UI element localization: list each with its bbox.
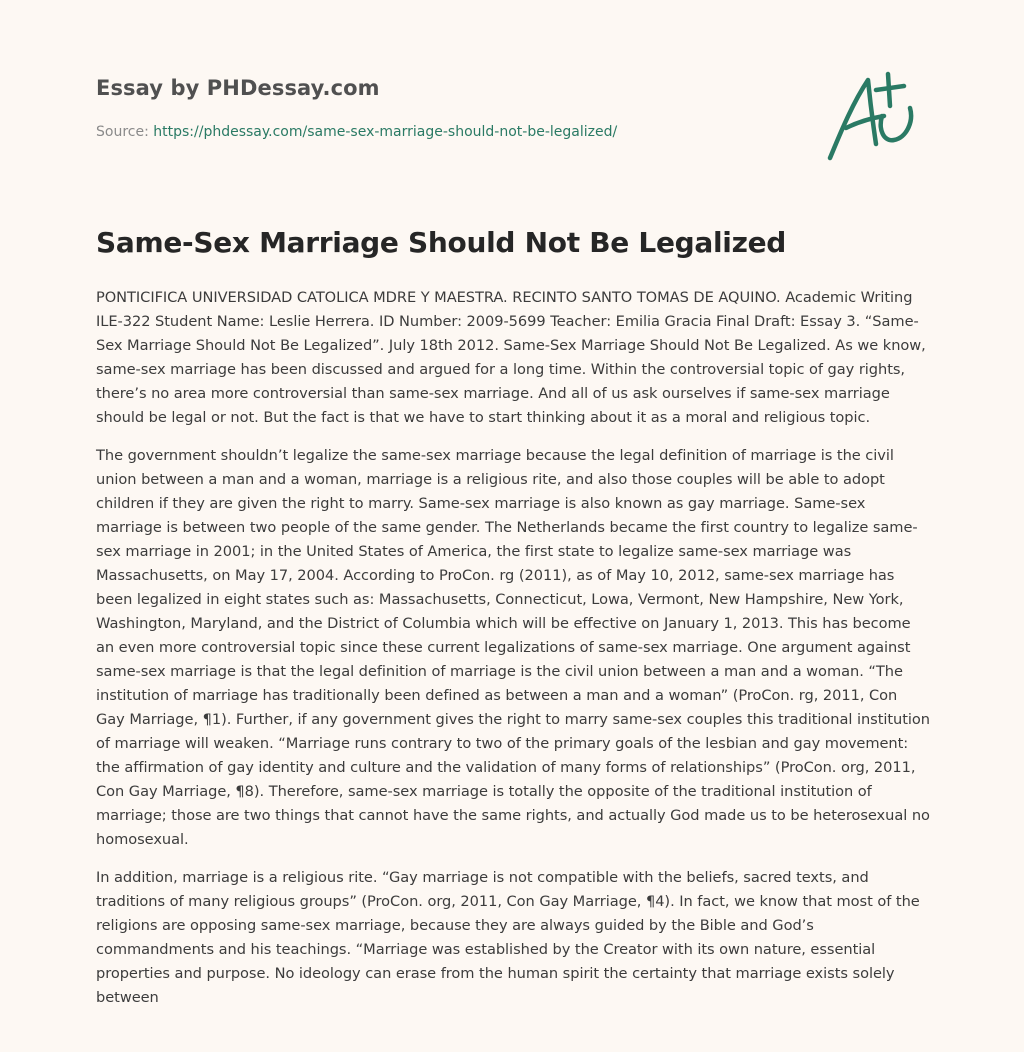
essay-paragraph: PONTICIFICA UNIVERSIDAD CATOLICA MDRE Y MAESTRA. RECINTO SANTO TOMAS DE AQUINO. Academic Writing ILE-322 Student Name: Leslie Herrera. ID Number: 2009-5699 Teacher: Emilia Gracia Final Draft: Essay 3. “Same-Sex Marriage Should Not Be Legalized”. July 18th 2012. Same-Sex Marriage Should Not Be Legalized. As we know, same-sex marriage has been discussed and argued for a long time. Within the controversial topic of gay rights, there’s no area more controversial than same-sex marriage. And all of us ask ourselves if same-sex marriage should be legal or not. But the fact is that we have to start thinking about it as a moral and religious topic. <box>96 289 926 426</box>
source-link[interactable]: https://phdessay.com/same-sex-marriage-should-not-be-legalized/ <box>153 124 618 140</box>
essay-title: Same-Sex Marriage Should Not Be Legalized <box>96 226 786 259</box>
essay-paragraph: In addition, marriage is a religious rite. “Gay marriage is not compatible with the beliefs, sacred texts, and traditions of many religious groups” (ProCon. org, 2011, Con Gay Marriage, ¶4). In fact, we know that most of the religions are opposing same-sex marriage, because they are always guided by the Bible and God’s commandments and his teachings. “Marriage was established by the Creator with its own nature, essential properties and purpose. No ideology can erase from the human spirit the certainty that marriage exists solely between <box>96 869 920 1006</box>
source-line <box>96 124 617 140</box>
brand-title: Essay by PHDessay.com <box>96 76 380 100</box>
a-plus-logo-icon <box>818 66 928 166</box>
source-label: Source: <box>96 124 149 140</box>
essay-paragraph: The government shouldn’t legalize the same-sex marriage because the legal definition of marriage is the civil union between a man and a woman, marriage is a religious rite, and also those couples will be able to adopt children if they are given the right to marry. Same-sex marriage is also known as gay marriage. Same-sex marriage is between two people of the same gender. The Netherlands became the first country to legalize same-sex marriage in 2001; in the United States of America, the first state to legalize same-sex marriage was Massachusetts, on May 17, 2004. According to ProCon. rg (2011), as of May 10, 2012, same-sex marriage has been legalized in eight states such as: Massachusetts, Connecticut, Lowa, Vermont, New Hampshire, New York, Washington, Maryland, and the District of Columbia which will be effective on January 1, 2013. This has become an even more controversial topic since these current legalizations of same-sex marriage. One argument against same-sex marriage is that the legal definition of marriage is the civil union between a man and a woman. “The institution of marriage has traditionally been defined as between a man and a woman” (ProCon. rg, 2011, Con Gay Marriage, ¶1). Further, if any government gives the right to marry same-sex couples this traditional institution of marriage will weaken. “Marriage runs contrary to two of the primary goals of the lesbian and gay movement: the affirmation of gay identity and culture and the validation of many forms of relationships” (ProCon. org, 2011, Con Gay Marriage, ¶8). Therefore, same-sex marriage is totally the opposite of the traditional institution of marriage; those are two things that cannot have the same rights, and actually God made us to be heterosexual no homosexual. <box>96 447 931 848</box>
essay-body <box>96 286 930 1024</box>
